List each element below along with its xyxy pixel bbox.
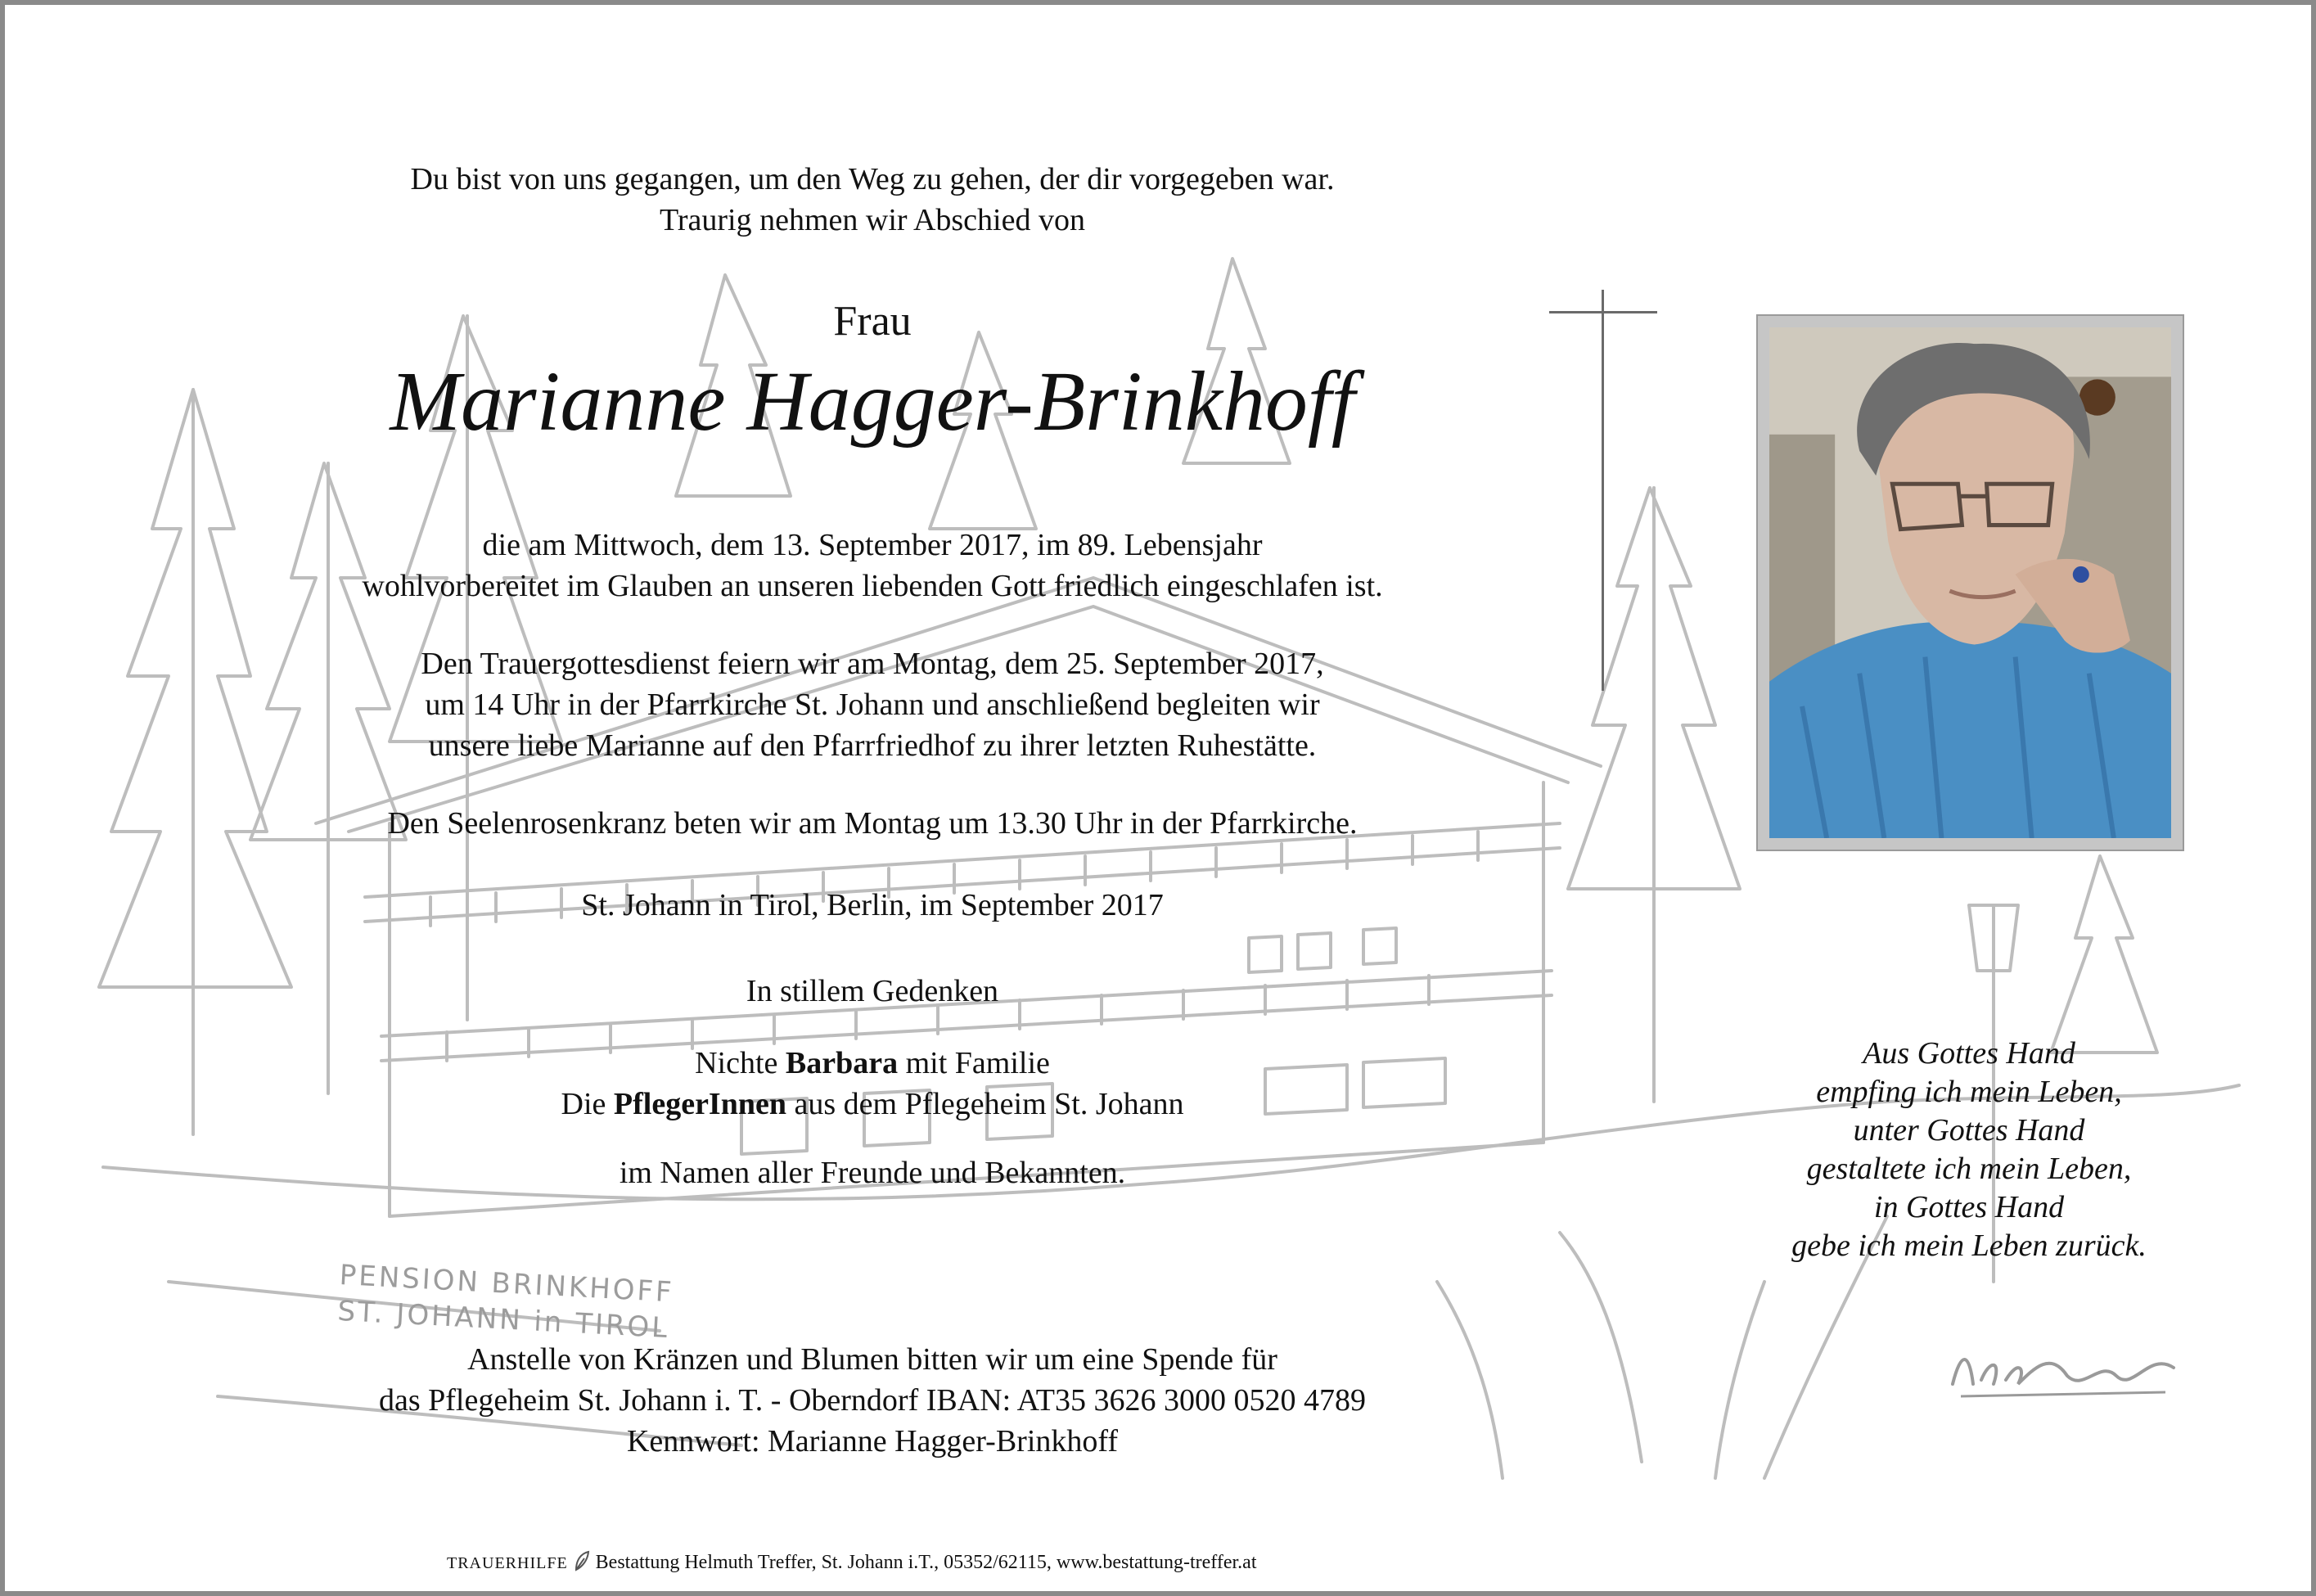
intro-line-1: Du bist von uns gegangen, um den Weg zu gehen, der dir vorgegeben war. [410,162,1335,196]
donation-line-2: das Pflegeheim St. Johann i. T. - Oberndorf IBAN: AT35 3626 3000 0520 4789 [378,1383,1367,1418]
mourner-line: Nichte Barbara mit Familie [695,1046,1050,1080]
leaf-icon [573,1550,591,1571]
footer [447,1550,1257,1576]
quote-line: gebe ich mein Leben zurück. [1791,1229,2147,1263]
death-line-1: die am Mittwoch, dem 13. September 2017, im 89. Lebensjahr [482,528,1263,562]
death-line-2: wohlvorbereitet im Glauben an unseren liebenden Gott friedlich eingeschlafen ist. [362,569,1383,603]
rosary-notice: Den Seelenrosenkranz beten wir am Montag um 13.30 Uhr in der Pfarrkirche. [387,806,1358,841]
quote-line: in Gottes Hand [1873,1190,2065,1224]
service-line-3: unsere liebe Marianne auf den Pfarrfriedhof zu ihrer letzten Ruhestätte. [428,728,1317,763]
intro-line-2: Traurig nehmen wir Abschied von [660,203,1085,237]
service-line-2: um 14 Uhr in der Pfarrkirche St. Johann und anschließend begleiten wir [425,688,1320,722]
salutation: Frau [833,298,912,345]
portrait-frame [1756,314,2184,851]
poem-quote [1707,1035,2231,1265]
artist-signature [1944,1335,2190,1409]
sketch-sign: PENSION BRINKHOFF ST. JOHANN in TIROL [336,1258,675,1346]
donation-line-1: Anstelle von Kränzen und Blumen bitten wir um eine Spende für [467,1342,1277,1377]
place-date: St. Johann in Tirol, Berlin, im September 2017 [581,888,1164,922]
mourners-list [218,1043,1527,1125]
deceased-name: Marianne Hagger-Brinkhoff [390,354,1355,449]
funeral-service [218,643,1527,766]
mourner-name: Barbara [785,1046,899,1080]
all-friends: im Namen aller Freunde und Bekannten. [619,1156,1126,1190]
quote-line: empfing ich mein Leben, [1816,1075,2122,1109]
quote-line: Aus Gottes Hand [1863,1036,2075,1071]
mourner-line: Die PflegerInnen aus dem Pflegeheim St. Johann [561,1087,1184,1121]
footer-text: Bestattung Helmuth Treffer, St. Johann i.T., 05352/62115, www.bestattung-treffer.at [595,1552,1257,1573]
footer-brand: TRAUERHILFE [447,1554,568,1572]
donation-request [218,1339,1527,1462]
quote-line: unter Gottes Hand [1853,1113,2085,1147]
mourner-name: PflegerInnen [613,1087,786,1121]
death-notice [218,525,1527,606]
portrait-photo [1769,327,2171,838]
donation-line-3: Kennwort: Marianne Hagger-Brinkhoff [626,1424,1119,1458]
service-line-1: Den Trauergottesdienst feiern wir am Montag, dem 25. September 2017, [421,647,1324,681]
intro-text [218,159,1527,241]
remembrance: In stillem Gedenken [746,974,999,1008]
quote-line: gestaltete ich mein Leben, [1806,1152,2132,1186]
